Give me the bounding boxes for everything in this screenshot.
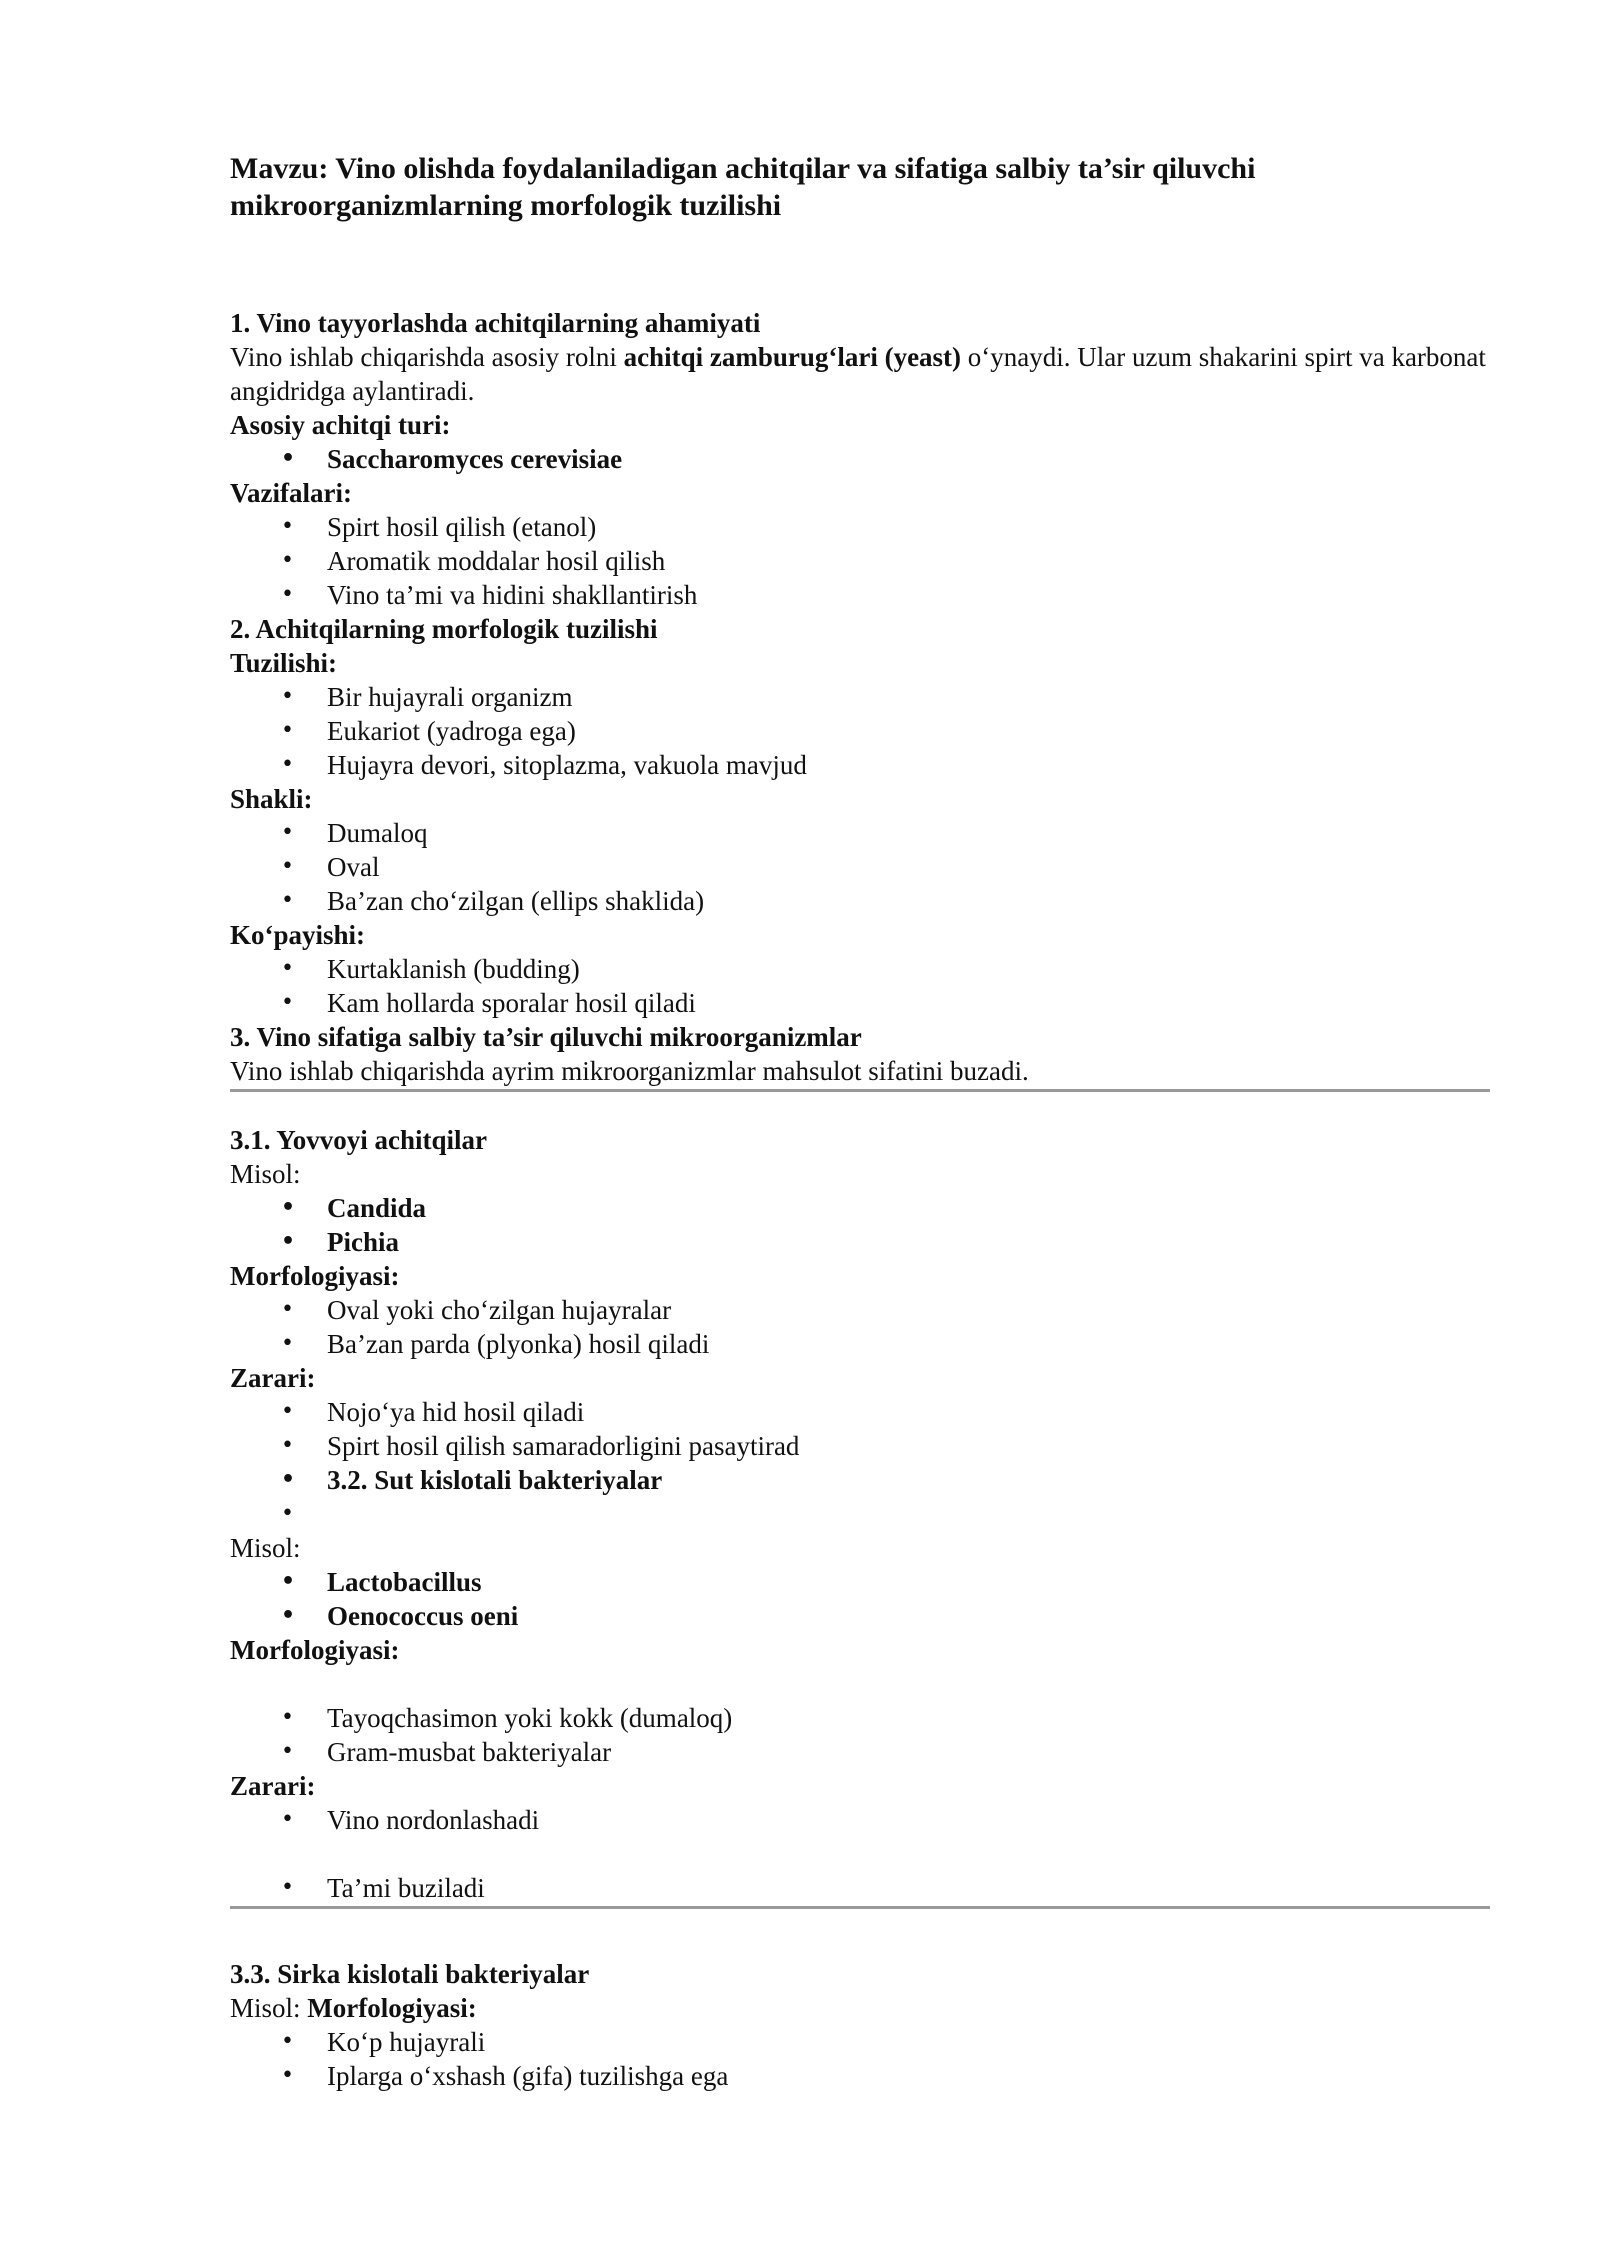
list-item: • Nojo‘ya hid hosil qiladi [230, 1395, 1490, 1429]
harm-label: Zarari: [230, 1771, 316, 1801]
list-item: • Pichia [230, 1225, 1490, 1259]
yeast-type-list [230, 442, 1490, 476]
list-item: • Spirt hosil qilish (etanol) [230, 510, 1490, 544]
list-item: • Ta’mi buziladi [230, 1871, 1490, 1905]
list-item: • Gram-musbat bakteriyalar [230, 1735, 1490, 1769]
list-item: • Dumaloq [230, 816, 1490, 850]
section-3-2-heading: • 3.2. Sut kislotali bakteriyalar [230, 1463, 1490, 1497]
list-item: • Ko‘p hujayrali [230, 2025, 1490, 2059]
list-item: • Kurtaklanish (budding) [230, 952, 1490, 986]
list-item: • Oval yoki cho‘zilgan hujayralar [230, 1293, 1490, 1327]
functions-list [230, 510, 1490, 612]
morphology-list [230, 1293, 1490, 1361]
list-item: • Aromatik moddalar hosil qilish [230, 544, 1490, 578]
shape-label: Shakli: [230, 784, 313, 814]
example-label: Misol: [230, 1533, 301, 1563]
harm-list [230, 1395, 1490, 1531]
example-line [230, 1991, 1490, 2025]
example-label: Misol: [230, 1159, 301, 1189]
paragraph-text: o‘ynaydi. Ular uzum shakarini spirt va karbonat angidridga aylantiradi. [230, 342, 1486, 406]
list-item: • Oenococcus oeni [230, 1599, 1490, 1633]
morphology-label: Morfologiyasi: [230, 1635, 400, 1665]
functions-label: Vazifalari: [230, 478, 352, 508]
list-item: • Ba’zan cho‘zilgan (ellips shaklida) [230, 884, 1490, 918]
paragraph-bold-text: achitqi zamburug‘lari (yeast) [623, 342, 962, 372]
list-item: • Saccharomyces cerevisiae [230, 442, 1490, 476]
section-3-3-heading: 3.3. Sirka kislotali bakteriyalar [230, 1959, 590, 1989]
list-item: • Ba’zan parda (plyonka) hosil qiladi [230, 1327, 1490, 1361]
page-title: Mavzu: Vino olishda foydalaniladigan achitqilar va sifatiga salbiy ta’sir qiluvchi mikroorganizmlarning morfologik tuzilishi [230, 152, 1256, 222]
section-3-1-heading: 3.1. Yovvoyi achitqilar [230, 1125, 488, 1155]
list-item: • Hujayra devori, sitoplazma, vakuola mavjud [230, 748, 1490, 782]
yeast-type-label: Asosiy achitqi turi: [230, 410, 451, 440]
example-label: Misol: [230, 1993, 301, 2023]
list-item: • Bir hujayrali organizm [230, 680, 1490, 714]
structure-list [230, 680, 1490, 782]
document-content [230, 150, 1490, 2093]
list-item: • Iplarga o‘xshash (gifa) tuzilishga ega [230, 2059, 1490, 2093]
harm-list [230, 1803, 1490, 1837]
list-item: • Lactobacillus [230, 1565, 1490, 1599]
section-3-intro: Vino ishlab chiqarishda ayrim mikroorganizmlar mahsulot sifatini buzadi. [230, 1056, 1029, 1086]
structure-label: Tuzilishi: [230, 648, 338, 678]
shape-list [230, 816, 1490, 918]
example-list [230, 1191, 1490, 1259]
harm-list [230, 1871, 1490, 1905]
example-list [230, 1565, 1490, 1633]
paragraph-text: Vino ishlab chiqarishda asosiy rolni [230, 342, 624, 372]
list-item: • Candida [230, 1191, 1490, 1225]
list-item: • Tayoqchasimon yoki kokk (dumaloq) [230, 1701, 1490, 1735]
list-item: • Vino nordonlashadi [230, 1803, 1490, 1837]
list-item: • Oval [230, 850, 1490, 884]
morphology-label: Morfologiyasi: [307, 1993, 477, 2023]
empty-list-item [230, 1497, 1490, 1531]
section-2-heading: 2. Achitqilarning morfologik tuzilishi [230, 614, 658, 644]
harm-label: Zarari: [230, 1363, 316, 1393]
morphology-label: Morfologiyasi: [230, 1261, 400, 1291]
section-1-paragraph [230, 340, 1490, 408]
section-1-heading: 1. Vino tayyorlashda achitqilarning ahamiyati [230, 308, 761, 338]
morphology-list [230, 1701, 1490, 1769]
list-item: • Kam hollarda sporalar hosil qiladi [230, 986, 1490, 1020]
section-3-heading: 3. Vino sifatiga salbiy ta’sir qiluvchi mikroorganizmlar [230, 1022, 862, 1052]
list-item: • Spirt hosil qilish samaradorligini pasaytirad [230, 1429, 1490, 1463]
list-item: • Eukariot (yadroga ega) [230, 714, 1490, 748]
list-item: • Vino ta’mi va hidini shakllantirish [230, 578, 1490, 612]
morphology-list [230, 2025, 1490, 2093]
reproduction-list [230, 952, 1490, 1020]
reproduction-label: Ko‘payishi: [230, 920, 366, 950]
